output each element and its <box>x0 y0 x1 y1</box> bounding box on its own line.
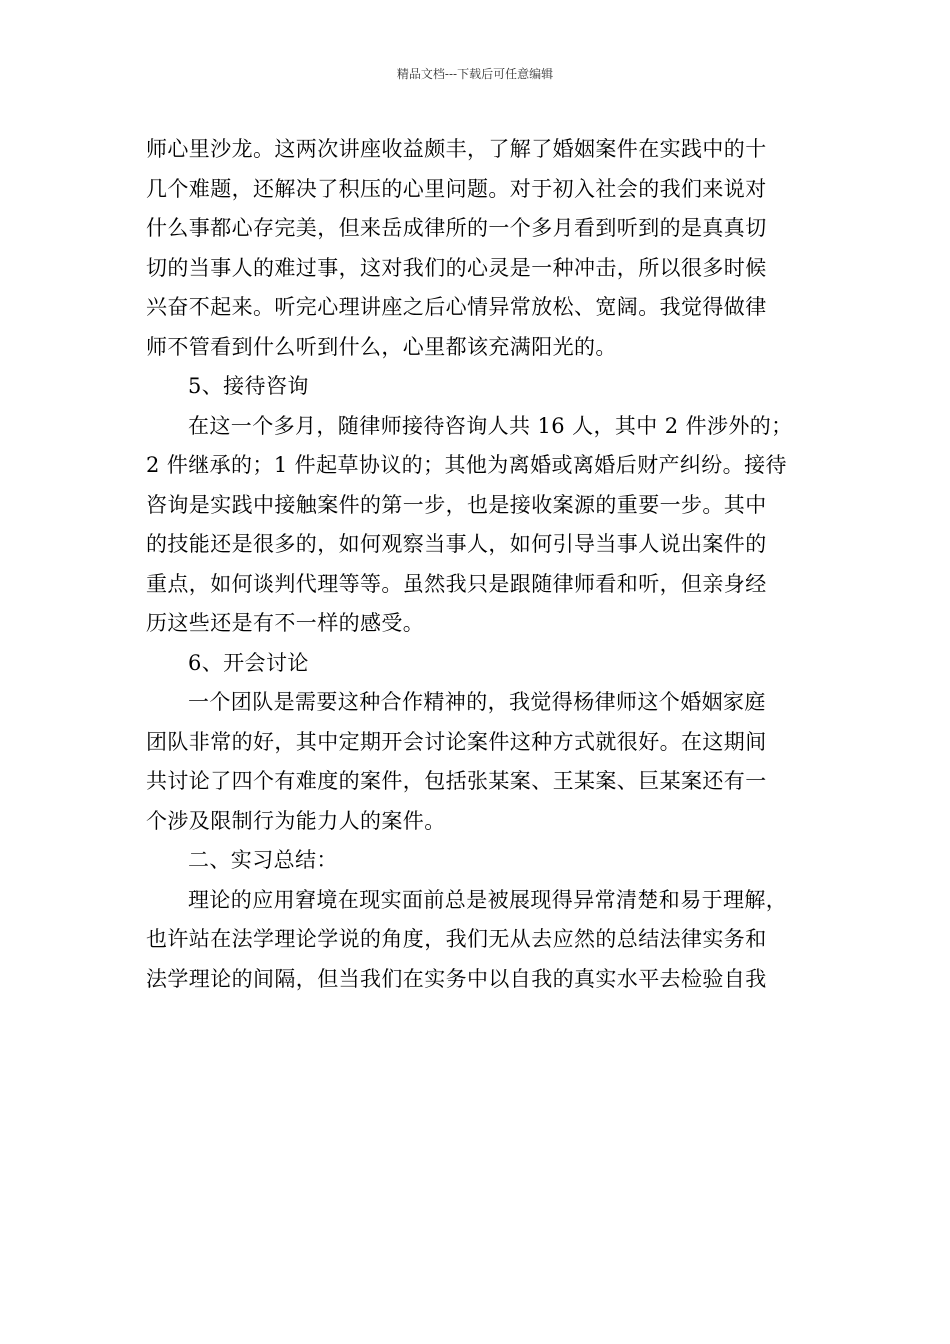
text-line: 兴奋不起来。听完心理讲座之后心情异常放松、宽阔。我觉得做律 <box>146 295 767 319</box>
text-line: 什么事都心存完美，但来岳成律所的一个多月看到听到的是真真切 <box>146 216 767 240</box>
text-line: 历这些还是有不一样的感受。 <box>146 611 425 635</box>
text-line: 重点，如何谈判代理等等。虽然我只是跟随律师看和听，但亲身经 <box>146 571 767 596</box>
text-line: 在这一个多月，随律师接待咨询人共 16 人，其中 2 件涉外的； <box>188 413 793 438</box>
text-line: 咨询是实践中接触案件的第一步，也是接收案源的重要一步。其中 <box>146 492 767 517</box>
text-line: 二、实习总结： <box>188 848 338 872</box>
text-line: 理论的应用窘境在现实面前总是被展现得异常清楚和易于理解， <box>188 887 788 912</box>
text-line: 师不管看到什么听到什么，心里都该充满阳光的。 <box>146 334 617 359</box>
page-header: 精品文档---下载后可任意编辑 <box>396 67 554 81</box>
text-line: 几个难题，还解决了积压的心里问题。对于初入社会的我们来说对 <box>146 176 767 201</box>
text-line: 团队非常的好，其中定期开会讨论案件这种方式就很好。在这期间 <box>146 729 767 754</box>
text-line: 师心里沙龙。这两次讲座收益颇丰，了解了婚姻案件在实践中的十 <box>146 137 767 161</box>
text-line: 也许站在法学理论学说的角度，我们无从去应然的总结法律实务和 <box>146 927 767 951</box>
text-line: 5、接待咨询 <box>188 374 309 398</box>
text-line: 切的当事人的难过事，这对我们的心灵是一种冲击，所以很多时候 <box>146 255 767 280</box>
text-line: 的技能还是很多的，如何观察当事人，如何引导当事人说出案件的 <box>146 532 767 556</box>
text-line: 2 件继承的；1 件起草协议的；其他为离婚或离婚后财产纠纷。接待 <box>146 453 787 477</box>
text-line: 共讨论了四个有难度的案件，包括张某案、王某案、巨某案还有一 <box>146 769 767 793</box>
text-line: 一个团队是需要这种合作精神的，我觉得杨律师这个婚姻家庭 <box>188 690 766 714</box>
text-line: 个涉及限制行为能力人的案件。 <box>146 808 446 833</box>
text-line: 6、开会讨论 <box>188 650 309 675</box>
text-line: 法学理论的间隔，但当我们在实务中以自我的真实水平去检验自我 <box>146 966 767 991</box>
body-text <box>146 130 806 999</box>
